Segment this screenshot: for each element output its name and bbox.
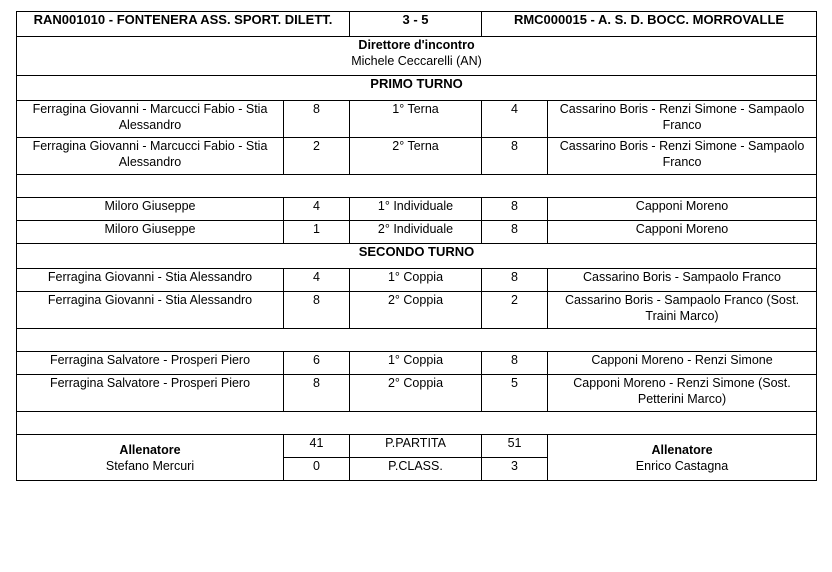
home-players: Ferragina Giovanni - Marcucci Fabio - Stia Alessandro — [17, 138, 284, 175]
home-players: Miloro Giuseppe — [17, 221, 284, 244]
points-class-label: P.CLASS. — [350, 458, 482, 481]
game-label: 1° Coppia — [350, 352, 482, 375]
director-row — [17, 37, 817, 76]
home-score: 8 — [284, 292, 350, 329]
away-score: 8 — [482, 221, 548, 244]
game-label: 2° Coppia — [350, 375, 482, 412]
spacer-cell — [17, 175, 817, 198]
game-row — [17, 292, 817, 329]
game-row — [17, 101, 817, 138]
home-players: Ferragina Giovanni - Stia Alessandro — [17, 269, 284, 292]
away-players: Capponi Moreno — [548, 221, 817, 244]
director-name: Michele Ceccarelli (AN) — [351, 54, 482, 68]
game-row — [17, 138, 817, 175]
game-label: 1° Individuale — [350, 198, 482, 221]
home-score: 2 — [284, 138, 350, 175]
game-row — [17, 269, 817, 292]
spacer-row — [17, 329, 817, 352]
away-coach-name: Enrico Castagna — [635, 458, 729, 473]
home-players: Ferragina Salvatore - Prosperi Piero — [17, 352, 284, 375]
section-title: PRIMO TURNO — [17, 76, 817, 101]
away-score: 8 — [482, 269, 548, 292]
away-team-name: RMC000015 - A. S. D. BOCC. MORROVALLE — [482, 12, 817, 37]
director-cell — [17, 37, 817, 76]
away-score: 4 — [482, 101, 548, 138]
match-score: 3 - 5 — [350, 12, 482, 37]
away-coach-cell — [548, 435, 817, 481]
away-score: 8 — [482, 198, 548, 221]
spacer-row — [17, 412, 817, 435]
away-score: 8 — [482, 138, 548, 175]
home-score: 6 — [284, 352, 350, 375]
game-label: 1° Coppia — [350, 269, 482, 292]
away-players: Capponi Moreno - Renzi Simone — [548, 352, 817, 375]
game-row — [17, 198, 817, 221]
game-label: 2° Terna — [350, 138, 482, 175]
section-row-secondo-turno — [17, 244, 817, 269]
home-coach-title: Allenatore — [119, 442, 181, 457]
section-title: SECONDO TURNO — [17, 244, 817, 269]
away-score: 2 — [482, 292, 548, 329]
spacer-cell — [17, 329, 817, 352]
home-players: Miloro Giuseppe — [17, 198, 284, 221]
away-players: Cassarino Boris - Sampaolo Franco (Sost. Traini Marco) — [548, 292, 817, 329]
home-team-name: RAN001010 - FONTENERA ASS. SPORT. DILETT. — [17, 12, 350, 37]
home-score: 8 — [284, 101, 350, 138]
game-label: 2° Coppia — [350, 292, 482, 329]
home-coach-cell — [17, 435, 284, 481]
home-coach-name: Stefano Mercuri — [105, 458, 195, 473]
spacer-row — [17, 175, 817, 198]
away-coach-title: Allenatore — [651, 442, 713, 457]
away-players: Capponi Moreno - Renzi Simone (Sost. Petterini Marco) — [548, 375, 817, 412]
game-row — [17, 221, 817, 244]
home-players: Ferragina Giovanni - Stia Alessandro — [17, 292, 284, 329]
away-players: Cassarino Boris - Sampaolo Franco — [548, 269, 817, 292]
game-row — [17, 352, 817, 375]
spacer-cell — [17, 412, 817, 435]
away-players: Cassarino Boris - Renzi Simone - Sampaolo Franco — [548, 138, 817, 175]
director-title: Direttore d'incontro — [358, 38, 475, 52]
section-row-primo-turno — [17, 76, 817, 101]
game-row — [17, 375, 817, 412]
game-label: 1° Terna — [350, 101, 482, 138]
home-points-partita: 41 — [284, 435, 350, 458]
home-score: 8 — [284, 375, 350, 412]
home-score: 4 — [284, 269, 350, 292]
away-players: Cassarino Boris - Renzi Simone - Sampaolo Franco — [548, 101, 817, 138]
header-row — [17, 12, 817, 37]
match-report-table — [16, 11, 817, 481]
home-points-class: 0 — [284, 458, 350, 481]
home-players: Ferragina Salvatore - Prosperi Piero — [17, 375, 284, 412]
home-score: 1 — [284, 221, 350, 244]
points-partita-label: P.PARTITA — [350, 435, 482, 458]
footer-row-partita — [17, 435, 817, 458]
away-score: 8 — [482, 352, 548, 375]
game-label: 2° Individuale — [350, 221, 482, 244]
home-players: Ferragina Giovanni - Marcucci Fabio - Stia Alessandro — [17, 101, 284, 138]
home-score: 4 — [284, 198, 350, 221]
away-points-class: 3 — [482, 458, 548, 481]
away-points-partita: 51 — [482, 435, 548, 458]
away-players: Capponi Moreno — [548, 198, 817, 221]
away-score: 5 — [482, 375, 548, 412]
